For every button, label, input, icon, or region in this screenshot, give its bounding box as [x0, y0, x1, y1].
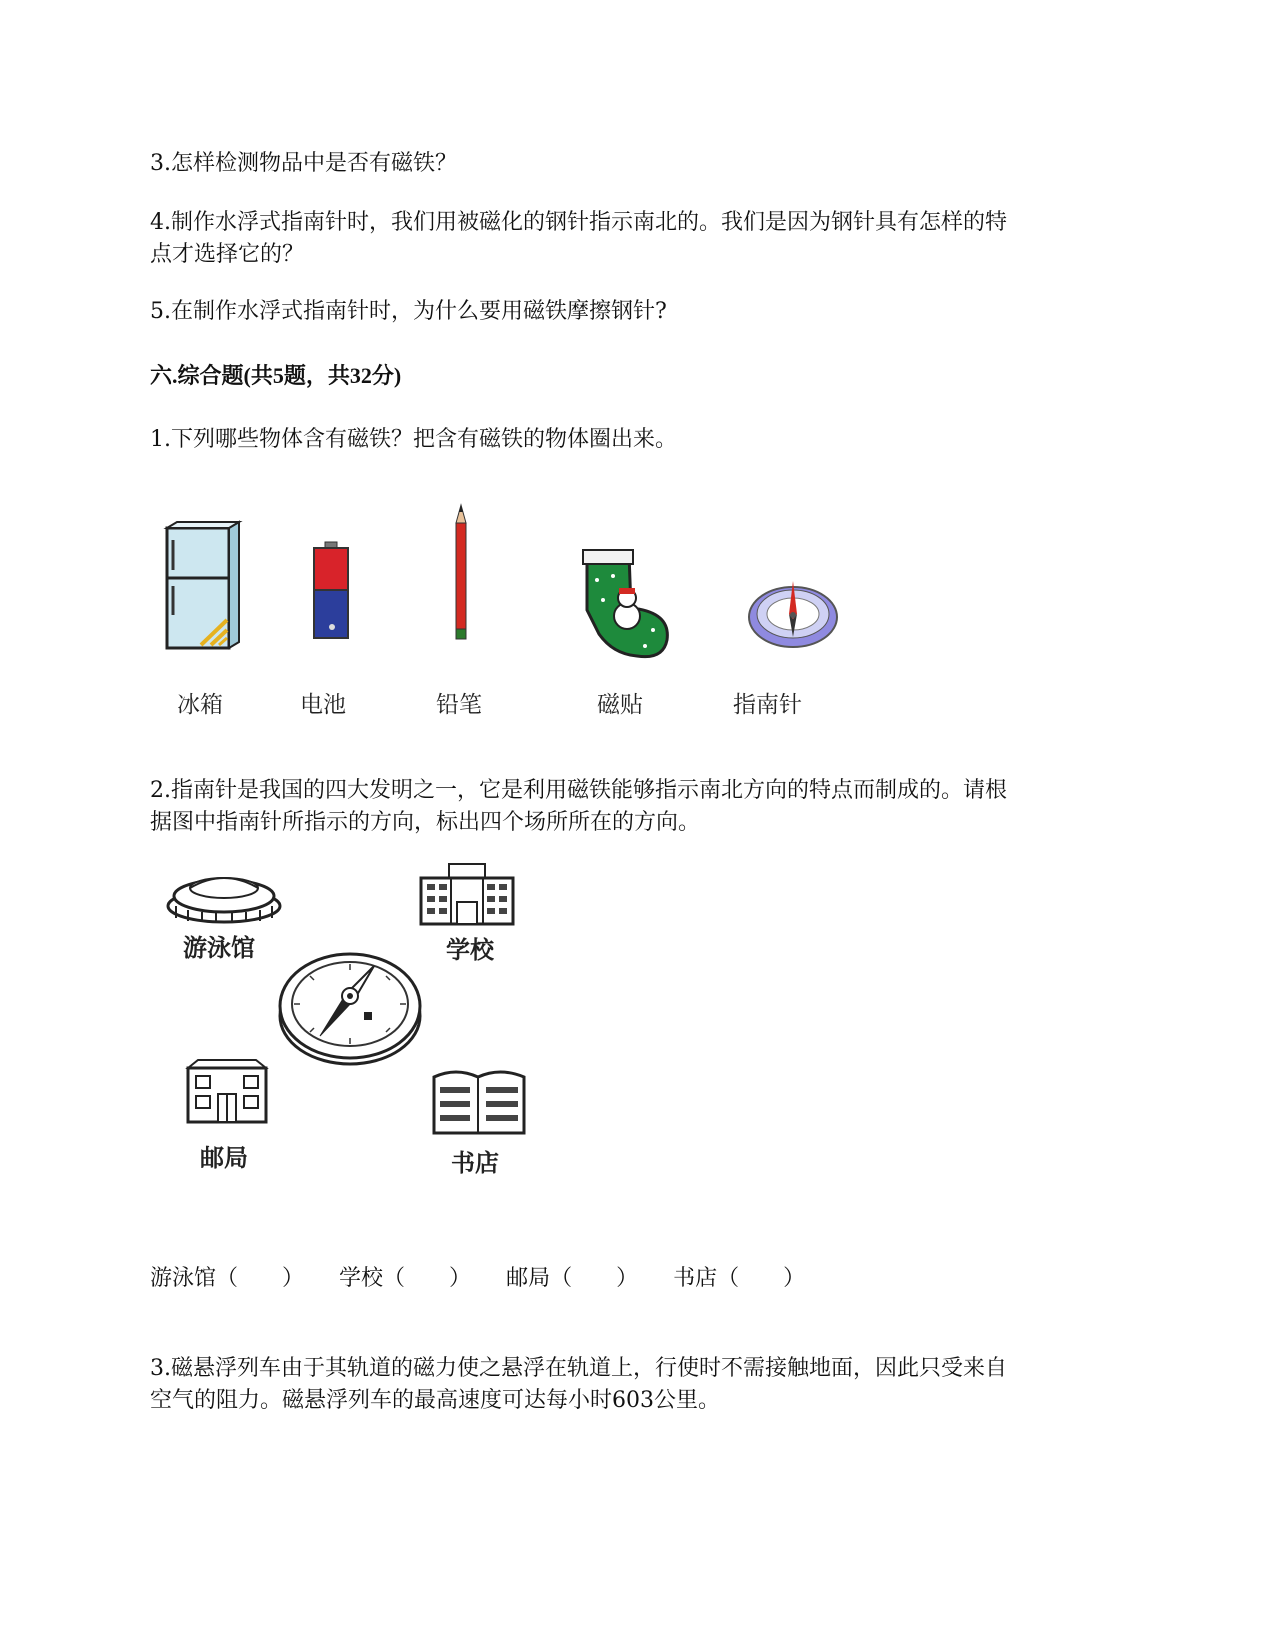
answer-row [150, 1263, 833, 1295]
big-compass-icon [276, 948, 424, 1068]
answer-blank-bookstore[interactable]: （ ） [717, 1266, 806, 1291]
item-label-sticker: 磁贴 [597, 692, 643, 718]
place-label-pool: 游泳馆 [183, 934, 255, 962]
section6-question-2-line1: 2.指南针是我国的四大发明之一，它是利用磁铁能够指示南北方向的特点而制成的。请根 [150, 778, 1007, 803]
question-5: 5.在制作水浮式指南针时，为什么要用磁铁摩擦钢针? [150, 299, 667, 324]
question-4-line1: 4.制作水浮式指南针时，我们用被磁化的钢针指示南北的。我们是因为钢针具有怎样的特 [150, 210, 1007, 235]
section6-question-1: 1.下列哪些物体含有磁铁？把含有磁铁的物体圈出来。 [150, 427, 677, 452]
pencil-icon [452, 505, 470, 645]
section6-question-3-line1: 3.磁悬浮列车由于其轨道的磁力使之悬浮在轨道上，行使时不需接触地面，因此只受来自 [150, 1356, 1007, 1381]
place-label-school: 学校 [446, 936, 494, 964]
magnet-sticker-icon [575, 550, 675, 660]
answer-pool: 游泳馆（ ） [150, 1263, 304, 1295]
item-label-fridge: 冰箱 [177, 692, 223, 718]
section6-question-3-line2: 空气的阻力。磁悬浮列车的最高速度可达每小时603公里。 [150, 1388, 720, 1413]
battery-icon [310, 542, 354, 644]
question-4-line2: 点才选择它的？ [150, 242, 305, 267]
post-office-icon [184, 1058, 270, 1124]
answer-school: 学校（ ） [339, 1263, 471, 1295]
compass-icon [745, 577, 841, 651]
answer-post-office: 邮局（ ） [506, 1263, 638, 1295]
section6-question-2-line2: 据图中指南针所指示的方向，标出四个场所所在的方向。 [150, 810, 701, 835]
item-label-battery: 电池 [300, 692, 346, 718]
answer-bookstore: 书店（ ） [673, 1263, 805, 1295]
place-label-bookstore: 书店 [451, 1149, 499, 1177]
question-3: 3.怎样检测物品中是否有磁铁？ [150, 151, 457, 176]
fridge-icon [163, 520, 243, 660]
item-label-pencil: 铅笔 [436, 692, 482, 718]
answer-blank-school[interactable]: （ ） [383, 1266, 472, 1291]
bookstore-icon [430, 1067, 528, 1137]
answer-blank-pool[interactable]: （ ） [216, 1266, 305, 1291]
section-heading: 六.综合题(共5题，共32分) [150, 363, 402, 388]
item-label-compass: 指南针 [733, 692, 802, 718]
school-icon [417, 862, 517, 928]
place-label-post-office: 邮局 [200, 1144, 248, 1172]
answer-blank-post-office[interactable]: （ ） [550, 1266, 639, 1291]
swimming-pool-icon [166, 866, 282, 928]
